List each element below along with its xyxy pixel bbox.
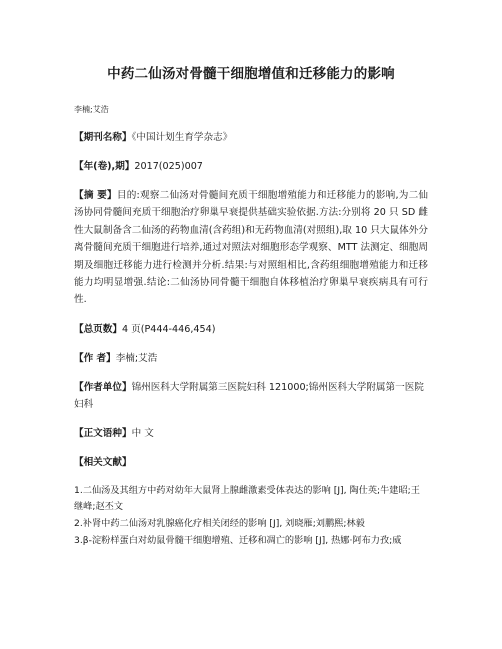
abstract-field (74, 187, 428, 309)
year-value: 2017(025)007 (134, 161, 203, 172)
authors-line: 李楠;艾浩 (74, 105, 109, 114)
pages-label: 【总页数】 (74, 323, 122, 335)
abstract-value: 目的:观察二仙汤对骨髓间充质干细胞增殖能力和迁移能力的影响,为二仙汤协同骨髓间充质干细胞治疗卵巢早衰提供基础实验依据.方法:分别将 20 只 SD 雌性大鼠制备含二仙汤的药物血清(含药组)和无药物血清(对照组),取 10 只大鼠体外分离骨髓间充质干细胞进行培养,通过对照法对细胞形态学观察、MTT 法测定、细胞周期及细胞迁移能力进行检测并分析.结果:与对照组相比,含药组细胞增殖能力和迁移能力均明显增强.结论:二仙汤协同骨髓干细胞自体移植治疗卵巢早衰疾病具有可行性. (74, 190, 429, 306)
references-heading: 【相关文献】 (74, 456, 132, 468)
author-field (74, 350, 428, 367)
affiliation-label: 【作者单位】 (74, 381, 132, 393)
references-list (74, 483, 428, 549)
journal-value: 《中国计划生育学杂志》 (131, 132, 233, 143)
abstract-label: 【摘 要】 (74, 190, 117, 201)
author-value: 李楠;艾浩 (115, 352, 158, 364)
author-label: 【作 者】 (74, 352, 116, 364)
reference-item: 1.二仙汤及其组方中药对幼年大鼠肾上腺雌激素受体表达的影响 [J], 陶仕英;牛建昭;王继峰;赵丕文 (74, 484, 420, 513)
reference-item: 3.β-淀粉样蛋白对幼鼠骨髓干细胞增殖、迁移和凋亡的影响 [J], 热娜·阿布力孜;威 (74, 534, 402, 546)
journal-label: 【期刊名称】 (74, 132, 132, 143)
language-field (74, 425, 428, 442)
year-field (74, 158, 428, 175)
pages-value: 4 页(P444-446,454) (121, 323, 216, 335)
affiliation-value: 锦州医科大学附属第三医院妇科 121000;锦州医科大学附属第一医院妇科 (74, 381, 424, 410)
language-value: 中 文 (131, 427, 154, 439)
pages-field (74, 321, 428, 338)
language-label: 【正文语种】 (74, 427, 132, 439)
year-label: 【年(卷),期】 (74, 161, 135, 172)
reference-item: 2.补肾中药二仙汤对乳腺癌化疗相关闭经的影响 [J], 刘晓雁;刘鹏熙;林毅 (74, 518, 365, 530)
journal-field (74, 129, 428, 146)
article-title: 中药二仙汤对骨髓干细胞增值和迁移能力的影响 (107, 66, 395, 82)
affiliation-field (74, 379, 428, 413)
